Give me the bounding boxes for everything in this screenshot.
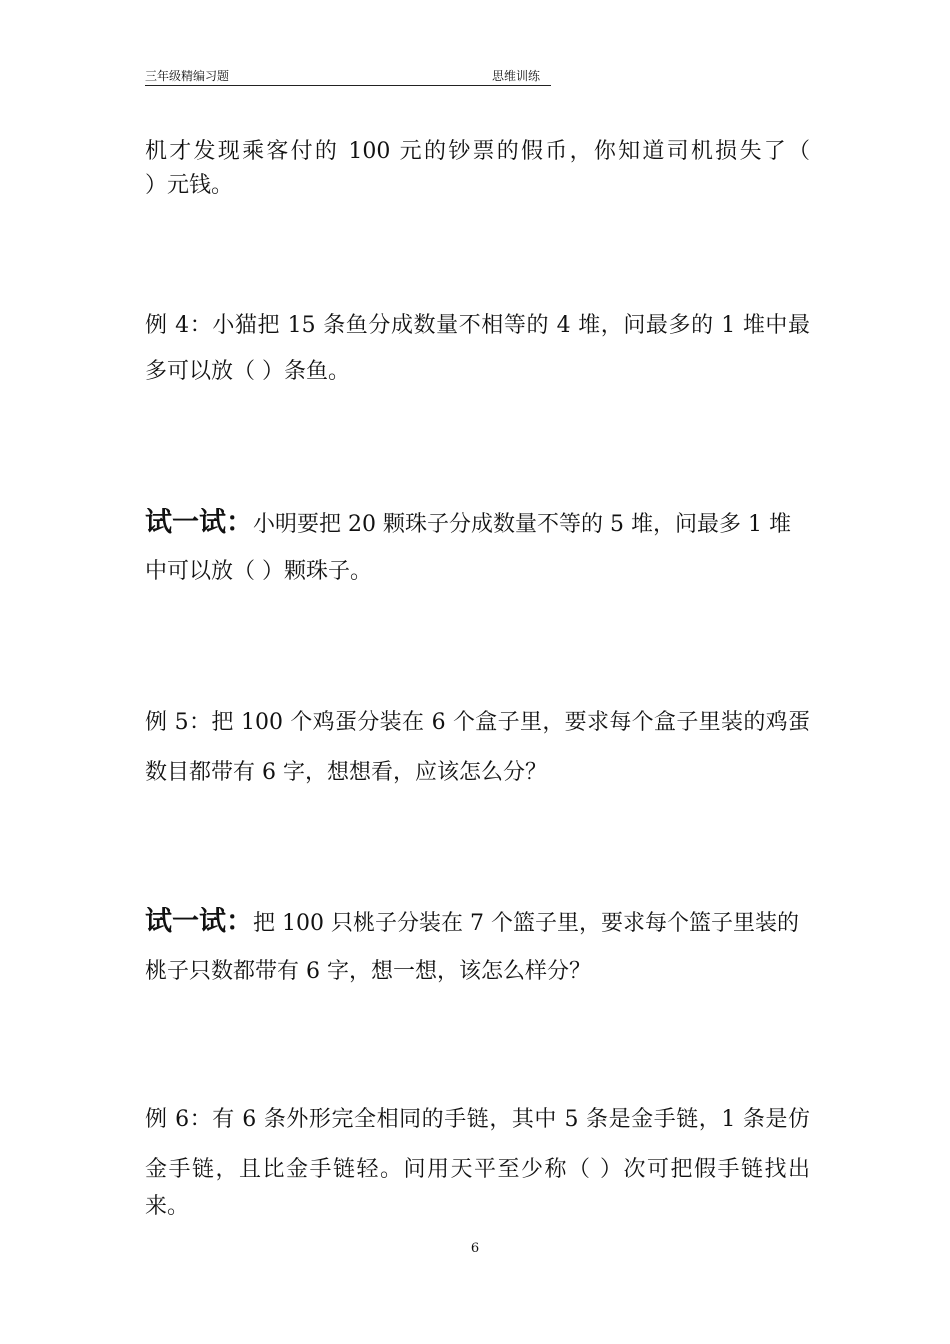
try-it-2-text: 把 100 只桃子分装在 7 个篮子里，要求每个篮子里装的 <box>253 911 799 936</box>
example-6-line-1: 例 6：有 6 条外形完全相同的手链，其中 5 条是金手链，1 条是仿 <box>145 1107 810 1132</box>
try-it-2-line-2: 桃子只数都带有 6 字，想一想，该怎么样分？ <box>145 959 591 984</box>
example-4-line-1: 例 4：小猫把 15 条鱼分成数量不相等的 4 堆，问最多的 1 堆中最 <box>145 313 810 338</box>
example-4-line-2: 多可以放（ ）条鱼。 <box>145 359 350 384</box>
try-it-1-line-2: 中可以放（ ）颗珠子。 <box>145 559 372 584</box>
page-header <box>145 68 551 86</box>
try-it-2-line-1 <box>145 907 810 939</box>
try-it-1-line-1 <box>145 508 810 540</box>
header-right-title: 思维训练 <box>492 69 541 83</box>
header-left-title: 三年级精编习题 <box>145 69 230 83</box>
page-number: 6 <box>470 1241 480 1256</box>
try-it-label: 试一试： <box>145 508 253 538</box>
try-it-1-text: 小明要把 20 颗珠子分成数量不等的 5 堆，问最多 1 堆 <box>253 512 791 537</box>
example-6-line-2: 金手链，且比金手链轻。问用天平至少称（ ）次可把假手链找出 <box>145 1157 810 1182</box>
try-it-label: 试一试： <box>145 907 253 937</box>
example-5-line-2: 数目都带有 6 字，想想看，应该怎么分？ <box>145 760 547 785</box>
example-6-line-3: 来。 <box>145 1194 190 1219</box>
example-5-line-1: 例 5：把 100 个鸡蛋分装在 6 个盒子里，要求每个盒子里装的鸡蛋 <box>145 710 810 735</box>
paragraph-line: 机才发现乘客付的 100 元的钞票的假币，你知道司机损失了（ <box>145 139 810 164</box>
paragraph-line: ）元钱。 <box>145 173 234 198</box>
